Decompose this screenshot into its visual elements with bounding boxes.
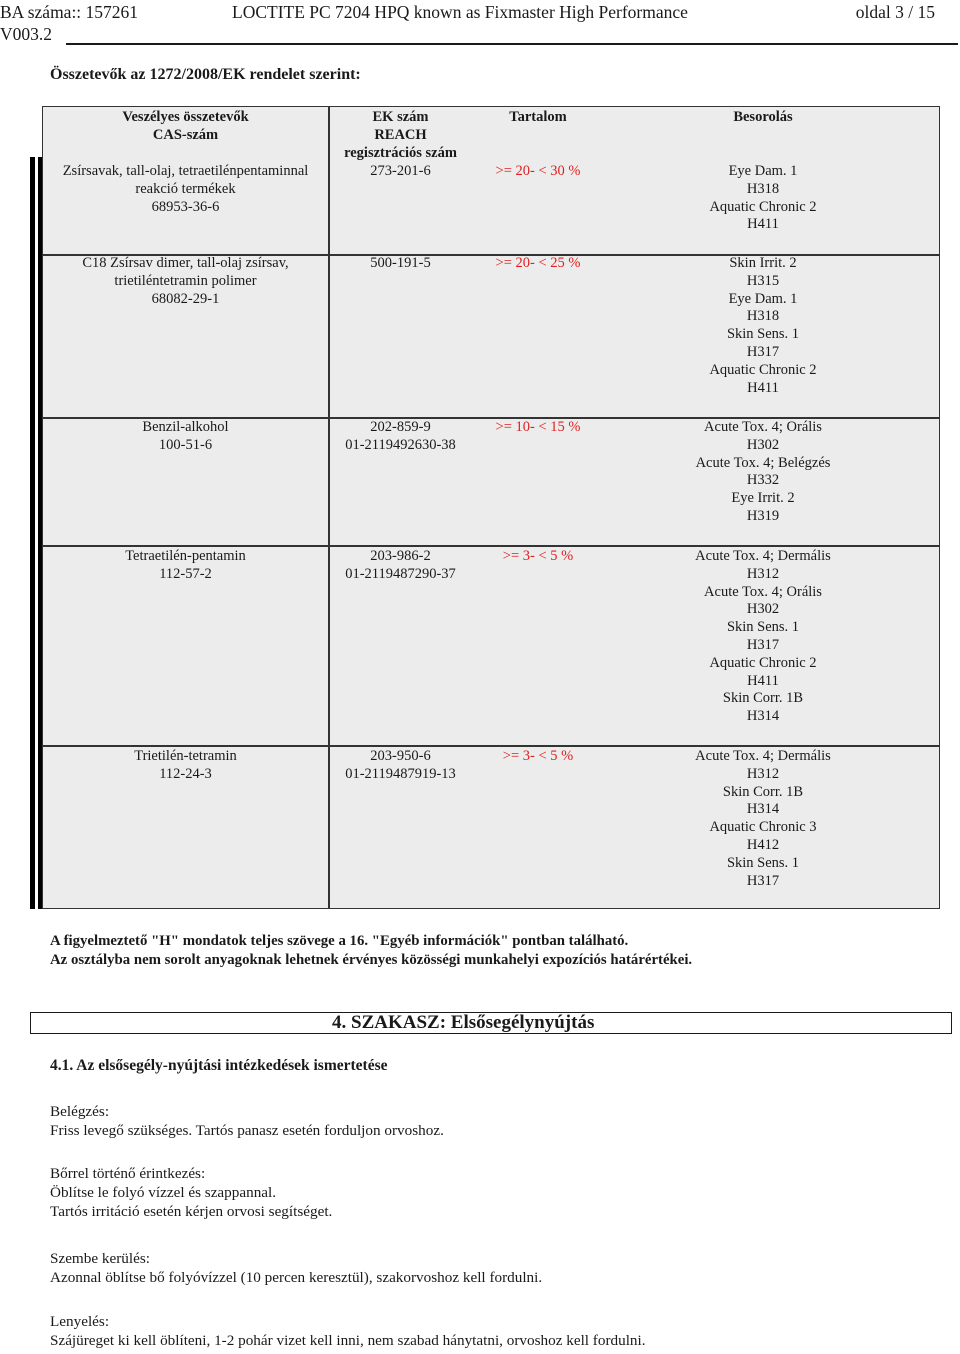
classification-line: Acute Tox. 4; Belégzés bbox=[695, 454, 831, 471]
version-number: V003.2 bbox=[0, 24, 53, 44]
classification-line: H332 bbox=[746, 472, 780, 489]
content-value: >= 20- < 25 % bbox=[495, 255, 581, 271]
classification-line: Aquatic Chronic 2 bbox=[709, 654, 817, 671]
classification-line: H411 bbox=[747, 379, 779, 396]
classification-line: H302 bbox=[746, 601, 780, 618]
first-aid-skin bbox=[50, 1164, 332, 1221]
header-text: Veszélyes összetevők bbox=[122, 109, 249, 125]
classification-line: H318 bbox=[746, 308, 780, 325]
components-table bbox=[42, 106, 940, 909]
content-range bbox=[473, 419, 603, 437]
header-text: EK szám bbox=[372, 109, 429, 125]
reach-number: 01-2119487290-37 bbox=[345, 565, 456, 582]
component-name bbox=[43, 548, 328, 584]
first-aid-label: Lenyelés: bbox=[50, 1313, 110, 1330]
classification-line: Aquatic Chronic 2 bbox=[709, 361, 817, 378]
page-header bbox=[0, 0, 960, 48]
first-aid-text: Friss levegő szükséges. Tartós panasz esetén forduljon orvoshoz. bbox=[50, 1122, 444, 1139]
classification-line: Acute Tox. 4; Orális bbox=[704, 419, 822, 435]
classification-line: Eye Dam. 1 bbox=[728, 290, 798, 307]
header-text: REACH bbox=[374, 126, 427, 143]
classification-line: Skin Sens. 1 bbox=[726, 619, 800, 636]
ec-number bbox=[328, 748, 473, 784]
classification-line: H317 bbox=[746, 343, 780, 360]
ec-number-line: 273-201-6 bbox=[370, 163, 431, 179]
cas-number: 68082-29-1 bbox=[151, 290, 220, 307]
ec-number-line: 202-859-9 bbox=[370, 419, 431, 435]
classification-line: H411 bbox=[747, 672, 779, 689]
first-aid-label: Bőrrel történő érintkezés: bbox=[50, 1165, 206, 1182]
cas-number: 100-51-6 bbox=[158, 436, 213, 453]
classification-line: H411 bbox=[747, 216, 779, 233]
ec-number bbox=[328, 163, 473, 181]
component-name-line: reakció termékek bbox=[135, 180, 236, 197]
reach-number: 01-2119487919-13 bbox=[345, 765, 456, 782]
first-aid-text: Azonnal öblítse bő folyóvízzel (10 percen keresztül), szakorvoshoz kell fordulni. bbox=[50, 1269, 543, 1286]
classification-line: H314 bbox=[746, 708, 780, 725]
header-text: Besorolás bbox=[733, 109, 793, 125]
classification-line: H312 bbox=[746, 565, 780, 582]
component-name-line: Trietilén-tetramin bbox=[134, 748, 237, 764]
classification-line: Aquatic Chronic 2 bbox=[709, 198, 817, 215]
ec-number bbox=[328, 255, 473, 273]
content-value: >= 20- < 30 % bbox=[495, 163, 581, 179]
header-content bbox=[473, 109, 603, 127]
subsection-title: 4.1. Az elsősegély-nyújtási intézkedések ismertetése bbox=[50, 1057, 388, 1074]
classification-line: Skin Corr. 1B bbox=[722, 690, 804, 707]
content-value: >= 10- < 15 % bbox=[495, 419, 581, 435]
reach-number: 01-2119492630-38 bbox=[345, 436, 456, 453]
first-aid-text: Öblítse le folyó vízzel és szappannal. bbox=[50, 1184, 277, 1201]
content-range bbox=[473, 748, 603, 766]
component-name bbox=[43, 419, 328, 455]
header-rule bbox=[66, 43, 958, 45]
component-name bbox=[43, 255, 328, 308]
classification-line: Skin Sens. 1 bbox=[726, 854, 800, 871]
component-name bbox=[43, 163, 328, 216]
first-aid-inhalation bbox=[50, 1102, 444, 1140]
classification bbox=[648, 255, 878, 397]
classification-line: H412 bbox=[746, 836, 780, 853]
classification-line: H319 bbox=[746, 507, 780, 524]
first-aid-text: Szájüreget ki kell öblíteni, 1-2 pohár vizet kell inni, nem szabad hánytatni, orvoshoz kell fordulni. bbox=[50, 1332, 646, 1349]
header-hazardous-components bbox=[43, 109, 328, 145]
first-aid-label: Szembe kerülés: bbox=[50, 1250, 150, 1267]
classification-line: H318 bbox=[746, 180, 780, 197]
classification-line: Aquatic Chronic 3 bbox=[709, 819, 817, 836]
ec-number bbox=[328, 548, 473, 584]
content-range bbox=[473, 163, 603, 181]
content-value: >= 3- < 5 % bbox=[502, 548, 574, 564]
classification-line: H314 bbox=[746, 801, 780, 818]
page-number: oldal 3 / 15 bbox=[855, 2, 935, 22]
classification-line: H317 bbox=[746, 636, 780, 653]
first-aid-ingestion bbox=[50, 1312, 646, 1350]
classification-line: H302 bbox=[746, 436, 780, 453]
classification-line: H312 bbox=[746, 765, 780, 782]
classification-line: Acute Tox. 4; Dermális bbox=[695, 548, 831, 564]
first-aid-eyes bbox=[50, 1249, 542, 1287]
column-divider bbox=[328, 107, 330, 908]
table-notes bbox=[50, 932, 692, 970]
ec-number-line: 203-950-6 bbox=[370, 748, 431, 764]
header-text: CAS-szám bbox=[152, 126, 219, 143]
component-name-line: trietiléntetramin polimer bbox=[114, 272, 257, 289]
content-range bbox=[473, 255, 603, 273]
classification bbox=[648, 163, 878, 234]
component-name-line: Tetraetilén-pentamin bbox=[125, 548, 246, 564]
classification-line: Eye Dam. 1 bbox=[728, 163, 798, 179]
ec-number bbox=[328, 419, 473, 455]
ba-number: BA száma:: 157261 bbox=[0, 2, 139, 22]
component-name-line: Benzil-alkohol bbox=[142, 419, 229, 435]
header-ec-number bbox=[328, 109, 473, 162]
component-name bbox=[43, 748, 328, 784]
classification-line: H315 bbox=[746, 272, 780, 289]
classification-line: H317 bbox=[746, 872, 780, 889]
first-aid-text: Tartós irritáció esetén kérjen orvosi segítséget. bbox=[50, 1203, 333, 1220]
row-divider bbox=[43, 745, 939, 747]
classification-line: Acute Tox. 4; Orális bbox=[704, 583, 822, 600]
classification bbox=[648, 748, 878, 890]
cas-number: 112-24-3 bbox=[159, 765, 212, 782]
regulation-title: Összetevők az 1272/2008/EK rendelet szerint: bbox=[50, 66, 361, 83]
component-name-line: C18 Zsírsav dimer, tall-olaj zsírsav, bbox=[82, 255, 289, 271]
header-classification bbox=[648, 109, 878, 127]
first-aid-label: Belégzés: bbox=[50, 1103, 110, 1120]
cas-number: 68953-36-6 bbox=[151, 198, 220, 215]
content-range bbox=[473, 548, 603, 566]
ec-number-line: 203-986-2 bbox=[370, 548, 431, 564]
section-title: 4. SZAKASZ: Elsősegélynyújtás bbox=[332, 1012, 595, 1033]
cas-number: 112-57-2 bbox=[159, 565, 212, 582]
note-line: A figyelmeztető "H" mondatok teljes szövege a 16. "Egyéb információk" pontban található. bbox=[50, 933, 629, 949]
classification-line: Acute Tox. 4; Dermális bbox=[695, 748, 831, 764]
classification-line: Skin Irrit. 2 bbox=[729, 255, 797, 271]
row-divider bbox=[43, 545, 939, 547]
classification-line: Skin Sens. 1 bbox=[726, 326, 800, 343]
note-line: Az osztályba nem sorolt anyagoknak lehetnek érvényes közösségi munkahelyi expozíciós határértékei. bbox=[50, 952, 693, 968]
change-bar bbox=[30, 157, 35, 909]
header-text: regisztrációs szám bbox=[344, 144, 457, 161]
classification-line: Eye Irrit. 2 bbox=[731, 490, 795, 507]
classification bbox=[648, 419, 878, 526]
classification-line: Skin Corr. 1B bbox=[722, 783, 804, 800]
component-name-line: Zsírsavak, tall-olaj, tetraetilénpentaminnal bbox=[62, 163, 309, 179]
classification bbox=[648, 548, 878, 726]
ec-number-line: 500-191-5 bbox=[370, 255, 431, 271]
content-value: >= 3- < 5 % bbox=[502, 748, 574, 764]
header-text: Tartalom bbox=[509, 109, 567, 125]
product-name: LOCTITE PC 7204 HPQ known as Fixmaster High Performance bbox=[232, 2, 688, 22]
